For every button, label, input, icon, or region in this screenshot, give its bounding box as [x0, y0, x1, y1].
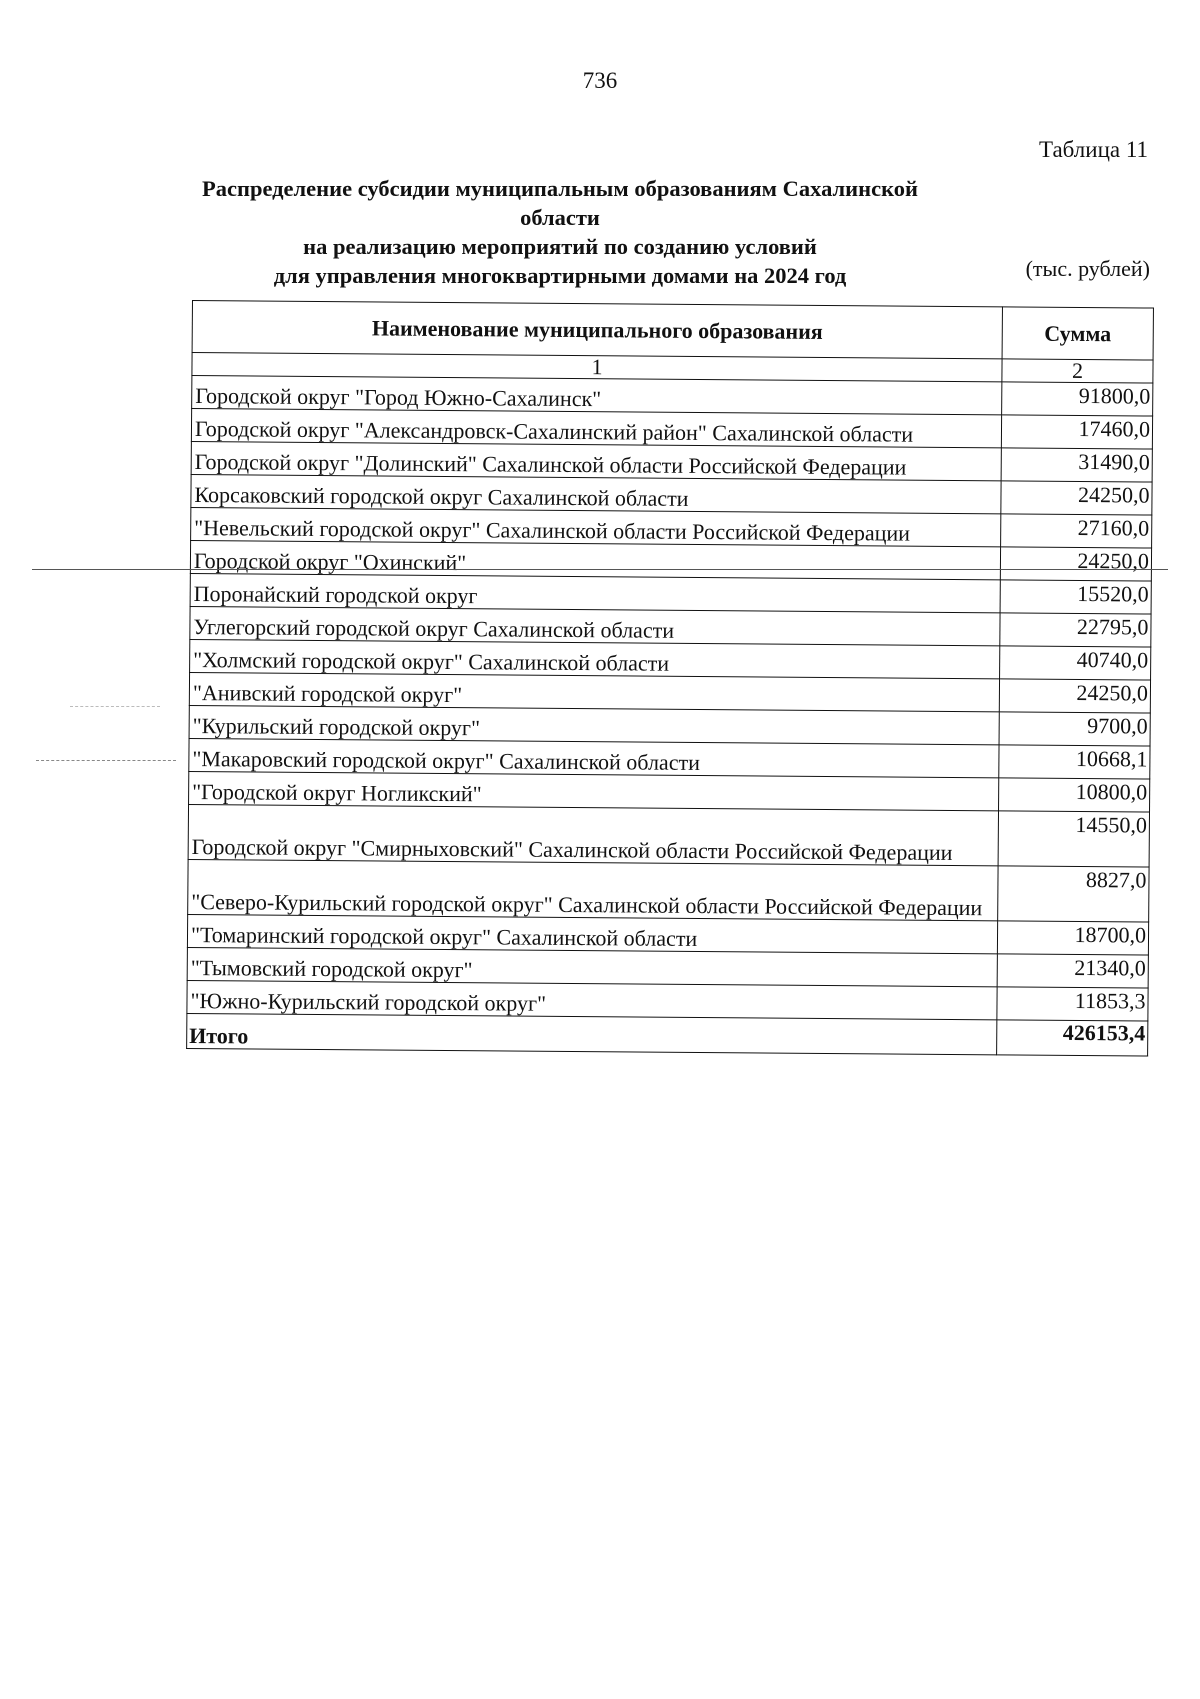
row-sum: 17460,0	[1001, 415, 1152, 449]
row-sum: 21340,0	[997, 954, 1148, 988]
row-name: "Невельский городской округ" Сахалинской области Российской Федерации	[191, 507, 1001, 546]
row-name: Городской округ "Долинский" Сахалинской области Российской Федерации	[191, 441, 1001, 480]
units-note: (тыс. рублей)	[1025, 256, 1150, 281]
page-number: 736	[582, 68, 618, 93]
row-sum: 24250,0	[999, 679, 1150, 713]
total-sum: 426153,4	[997, 1020, 1148, 1056]
title-line-2: на реализацию мероприятий по созданию условий	[303, 234, 817, 259]
row-sum: 15520,0	[1000, 580, 1151, 614]
row-name: "Томаринский городской округ" Сахалинской области	[187, 914, 997, 953]
row-sum: 40740,0	[1000, 646, 1151, 680]
row-name: "Макаровский городской округ" Сахалинской области	[189, 738, 999, 777]
scan-artifact-dash	[36, 760, 176, 761]
row-name: Поронайский городской округ	[190, 573, 1000, 612]
header-name: Наименование муниципального образования	[192, 301, 1002, 359]
scan-artifact-dash	[70, 706, 160, 707]
row-name: Городской округ "Город Южно-Сахалинск"	[192, 376, 1002, 415]
row-name: Углегорский городской округ Сахалинской области	[190, 606, 1000, 645]
row-sum: 27160,0	[1001, 514, 1152, 548]
row-sum: 22795,0	[1000, 613, 1151, 647]
row-sum: 10800,0	[999, 778, 1150, 812]
row-sum: 91800,0	[1002, 382, 1153, 416]
total-label: Итого	[187, 1013, 997, 1054]
row-sum: 31490,0	[1001, 448, 1152, 482]
table-row	[188, 804, 1149, 867]
subsidy-table	[186, 300, 1154, 1057]
row-sum: 24250,0	[1000, 547, 1151, 581]
row-sum: 11853,3	[997, 987, 1148, 1021]
title-line-3: для управления многоквартирными домами на 2024 год	[273, 263, 847, 288]
document-title	[180, 174, 940, 290]
table-row	[188, 859, 1149, 922]
row-name: "Тымовский городской округ"	[187, 947, 997, 986]
row-sum: 24250,0	[1001, 481, 1152, 515]
row-name: Городской округ "Охинский"	[190, 540, 1000, 579]
row-name: "Курильский городской округ"	[189, 705, 999, 744]
row-sum: 9700,0	[999, 712, 1150, 746]
row-name: Городской округ "Смирныховский" Сахалинской области Российской Федерации	[188, 804, 998, 865]
row-name: "Холмский городской округ" Сахалинской области	[190, 639, 1000, 678]
row-name: "Анивский городской округ"	[189, 672, 999, 711]
scan-artifact-line	[32, 569, 1168, 570]
row-name: Корсаковский городской округ Сахалинской области	[191, 474, 1001, 513]
header-sum: Сумма	[1002, 307, 1153, 360]
header-row	[192, 301, 1153, 361]
row-name: Городской округ "Александровск-Сахалинский район" Сахалинской области	[191, 409, 1001, 448]
row-name: "Южно-Курильский городской округ"	[187, 980, 997, 1019]
title-line-1: Распределение субсидии муниципальным образованиям Сахалинской области	[202, 176, 918, 230]
row-sum: 10668,1	[999, 745, 1150, 779]
row-sum: 14550,0	[998, 811, 1149, 867]
column-number-2: 2	[1002, 359, 1153, 383]
total-row	[187, 1013, 1148, 1056]
table-label: Таблица 11	[1038, 137, 1148, 162]
row-name: "Северо-Курильский городской округ" Сахалинской области Российской Федерации	[188, 859, 998, 920]
column-number-1: 1	[192, 353, 1002, 382]
row-name: "Городской округ Ногликский"	[189, 771, 999, 810]
row-sum: 8827,0	[998, 866, 1149, 922]
row-sum: 18700,0	[997, 921, 1148, 955]
